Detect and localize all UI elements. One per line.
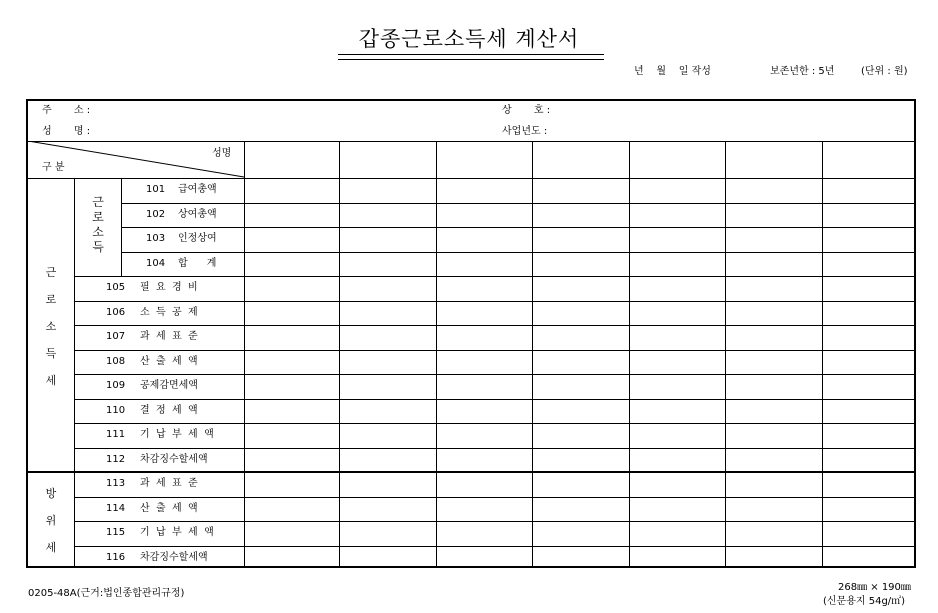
subgroup-label-earned-income (90, 195, 106, 255)
group-char: 위 (45, 514, 57, 527)
row-line (121, 227, 914, 228)
row-label: 산 출 세 액 (140, 503, 198, 514)
retention-label: 보존년한 : 5년 (770, 66, 835, 77)
row-line (74, 301, 914, 302)
paper-size: 268㎜ × 190㎜ (838, 582, 911, 593)
title-underline (338, 54, 604, 60)
row-code: 105 (106, 282, 126, 293)
group-label-income-tax (41, 259, 61, 394)
row-line (74, 521, 914, 522)
grid-header-divider (28, 178, 914, 179)
corner-top-label: 성명 (212, 148, 232, 159)
row-line (74, 325, 914, 326)
row-code: 116 (106, 552, 126, 563)
company-label: 상 호 : (502, 105, 551, 116)
row-line (74, 546, 914, 547)
col-line (629, 141, 630, 568)
row-label: 상여총액 (178, 209, 217, 220)
col-line (725, 141, 726, 568)
row-line (121, 203, 914, 204)
row-line (74, 374, 914, 375)
row-code: 102 (146, 209, 166, 220)
form-title: 갑종근로소득세 계산서 (358, 27, 580, 51)
row-code: 114 (106, 503, 126, 514)
row-label: 결 정 세 액 (140, 405, 198, 416)
row-label: 합 계 (178, 258, 217, 269)
row-label: 공제감면세액 (140, 380, 198, 391)
unit-label: (단위 : 원) (861, 66, 908, 77)
group-char: 근 (45, 266, 57, 279)
subgroup-char: 소 (92, 225, 104, 239)
paper-type: (신문용지 54g/㎡) (823, 596, 906, 607)
row-code: 108 (106, 356, 126, 367)
col-line (244, 141, 245, 568)
group-char: 로 (45, 293, 57, 306)
row-line (74, 448, 914, 449)
row-label: 기 납 부 세 액 (140, 527, 214, 538)
row-label: 필 요 경 비 (140, 282, 198, 293)
row-code: 110 (106, 405, 126, 416)
group-col-line (74, 178, 75, 568)
form-table (26, 99, 916, 568)
row-code: 106 (106, 307, 126, 318)
row-line (74, 399, 914, 400)
address-label: 주 소 : (42, 105, 91, 116)
group-char: 득 (45, 347, 57, 360)
row-line (28, 472, 914, 473)
col-line (436, 141, 437, 568)
row-label: 과 세 표 준 (140, 331, 198, 342)
row-line (74, 350, 914, 351)
row-code: 111 (106, 429, 126, 440)
row-code: 115 (106, 527, 126, 538)
row-line (74, 276, 914, 277)
row-label: 과 세 표 준 (140, 478, 198, 489)
subgroup-char: 로 (92, 210, 104, 224)
col-line (822, 141, 823, 568)
row-code: 113 (106, 478, 126, 489)
group-char: 세 (45, 374, 57, 387)
row-line (121, 252, 914, 253)
row-code: 107 (106, 331, 126, 342)
row-label: 차감징수할세액 (140, 552, 208, 563)
subgroup-char: 근 (92, 195, 104, 209)
corner-bottom-label: 구 분 (42, 162, 65, 173)
group-char: 세 (45, 541, 57, 554)
row-code: 112 (106, 454, 126, 465)
group-char: 소 (45, 320, 57, 333)
col-line (339, 141, 340, 568)
group-label-defense-tax (41, 480, 61, 561)
row-label: 기 납 부 세 액 (140, 429, 214, 440)
row-line (74, 423, 914, 424)
name-label: 성 명 : (42, 126, 91, 137)
row-label: 산 출 세 액 (140, 356, 198, 367)
row-label: 급여총액 (178, 184, 217, 195)
row-code: 104 (146, 258, 166, 269)
col-line (532, 141, 533, 568)
row-code: 103 (146, 233, 166, 244)
row-line (74, 497, 914, 498)
row-code: 101 (146, 184, 166, 195)
row-code: 109 (106, 380, 126, 391)
business-year-label: 사업년도 : (502, 126, 548, 137)
row-label: 차감징수할세액 (140, 454, 208, 465)
group-divider (28, 471, 914, 472)
form-code: 0205-48A(근거:법인종합관리규정) (28, 588, 185, 599)
row-label: 인정상여 (178, 233, 217, 244)
subgroup-char: 득 (92, 240, 104, 254)
group-char: 방 (45, 487, 57, 500)
row-label: 소 득 공 제 (140, 307, 198, 318)
date-label: 년 월 일 작성 (634, 66, 711, 77)
